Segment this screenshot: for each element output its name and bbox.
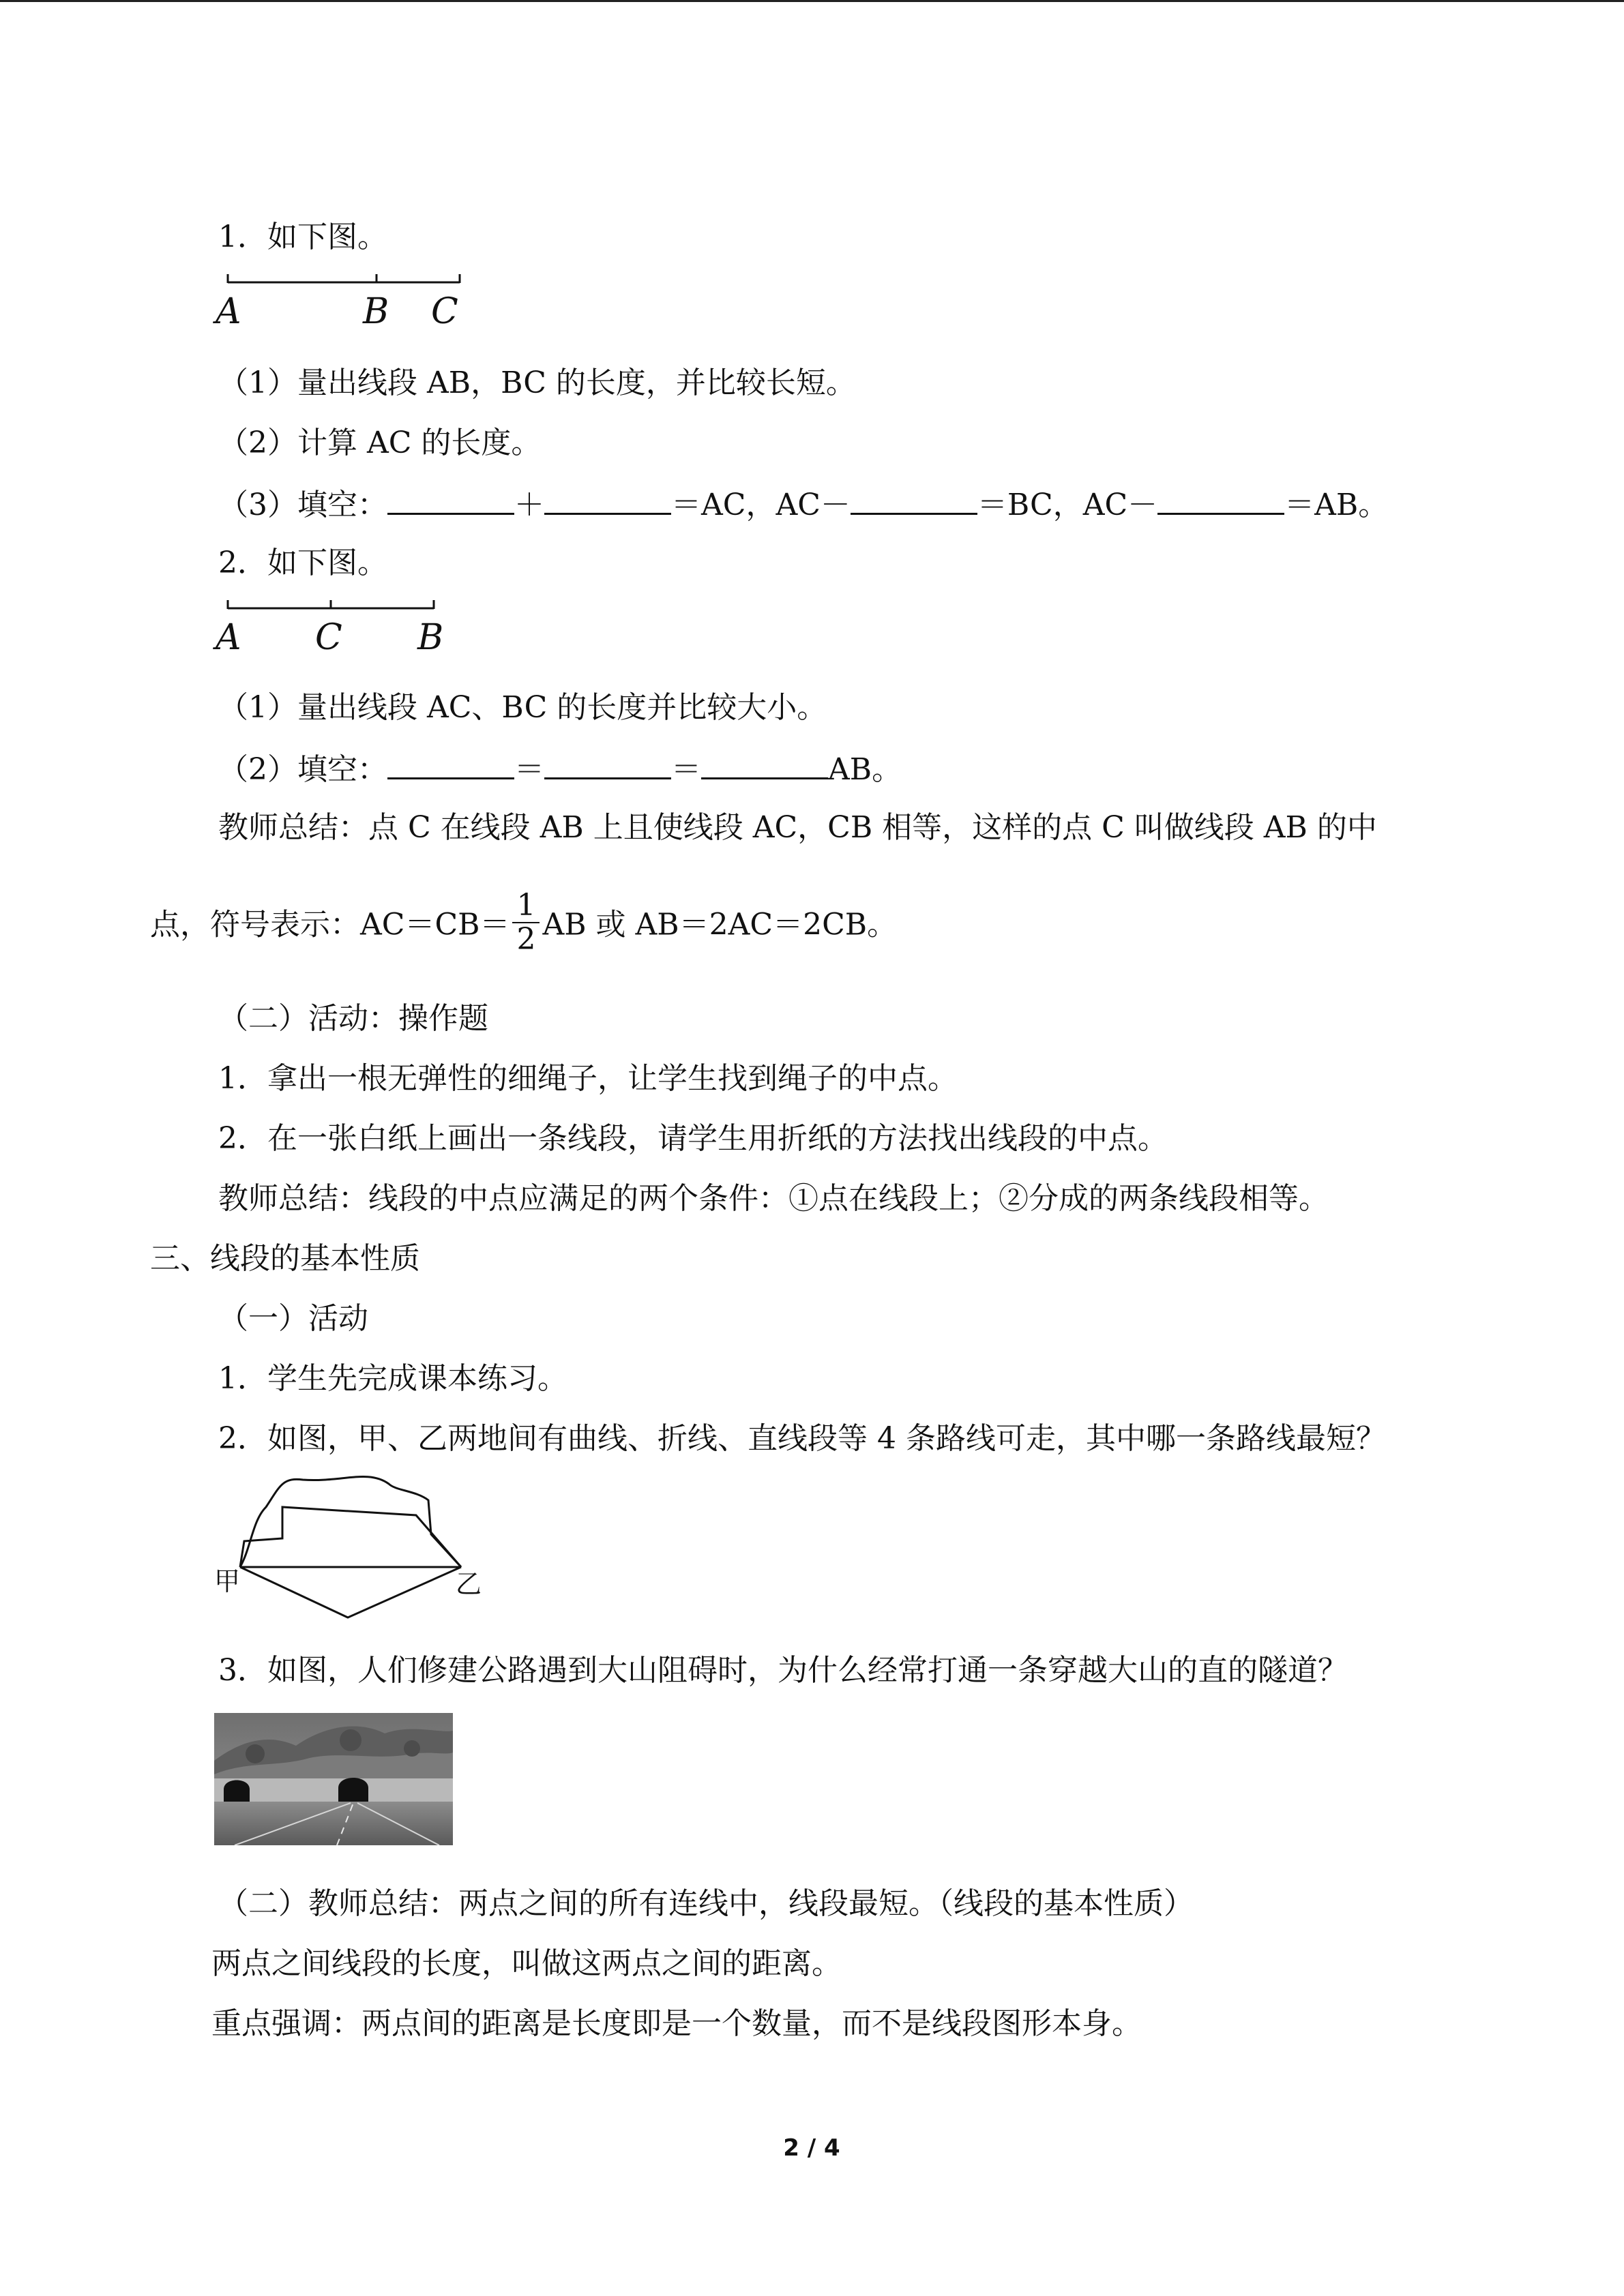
q2-sub2: （2）填空： ＝ ＝ AB。 [218, 747, 902, 790]
activity-heading: （二）活动：操作题 [218, 1001, 488, 1036]
top-border [0, 0, 1624, 2]
q2-sub1: （1）量出线段 AC、BC 的长度并比较大小。 [218, 690, 827, 725]
distance-definition: 两点之间线段的长度，叫做这两点之间的距离。 [211, 1946, 842, 1981]
tunnel-photo [214, 1713, 453, 1845]
place-label-yi: 乙 [456, 1569, 482, 1599]
q1-title: 1．如下图。 [218, 220, 387, 254]
segment-diagram-abc [211, 267, 471, 336]
section-sub-heading: （一）活动 [218, 1301, 368, 1336]
q1-sub3: （3）填空： ＋ ＝AC，AC－ ＝BC，AC－ ＝AB。 [218, 483, 1388, 526]
fill-blank[interactable] [701, 747, 828, 779]
route-diagram [211, 1466, 498, 1623]
fill-blank[interactable] [387, 747, 514, 779]
broken-line-route-lower [240, 1567, 461, 1617]
activity-item-2: 2．在一张白纸上画出一条线段，请学生用折纸的方法找出线段的中点。 [218, 1121, 1168, 1156]
teacher-summary-shortest: （二）教师总结：两点之间的所有连线中，线段最短。（线段的基本性质） [218, 1886, 1194, 1921]
section-item-1: 1．学生先完成课本练习。 [218, 1361, 567, 1396]
key-emphasis: 重点强调：两点间的距离是长度即是一个数量，而不是线段图形本身。 [211, 2006, 1142, 2041]
summary-midpoint-formula: 点，符号表示：AC＝CB＝ $\frac{1}{2}$ AB 或 AB＝2AC＝2CB。 [150, 888, 898, 957]
q1-sub2: （2）计算 AC 的长度。 [218, 426, 542, 460]
fill-blank[interactable] [851, 483, 977, 515]
point-label-b: B [417, 617, 444, 658]
q2-title: 2．如下图。 [218, 546, 387, 580]
fraction-one-half: $\frac{1}{2}$ [512, 889, 540, 956]
activity-summary: 教师总结：线段的中点应满足的两个条件：①点在线段上；②分成的两条线段相等。 [218, 1181, 1329, 1216]
fill-blank[interactable] [387, 483, 514, 515]
fill-blank[interactable] [544, 747, 671, 779]
point-label-c: C [315, 617, 342, 658]
section-heading: 三、线段的基本性质 [150, 1241, 420, 1276]
section-item-3: 3．如图，人们修建公路遇到大山阻碍时，为什么经常打通一条穿越大山的直的隧道？ [218, 1653, 1348, 1688]
curve-route [240, 1476, 461, 1567]
point-label-a: A [216, 291, 241, 332]
point-label-a: A [216, 617, 241, 658]
q1-sub1: （1）量出线段 AB，BC 的长度，并比较长短。 [218, 366, 856, 400]
segment-diagram-acb [211, 593, 457, 661]
broken-line-route-upper [240, 1507, 461, 1567]
fill-blank[interactable] [1157, 483, 1284, 515]
page-number: 2 / 4 [783, 2134, 840, 2162]
point-label-b: B [363, 291, 389, 332]
summary-midpoint: 教师总结：点 C 在线段 AB 上且使线段 AC，CB 相等，这样的点 C 叫做线段 AB 的中 [218, 810, 1377, 845]
section-item-2: 2．如图，甲、乙两地间有曲线、折线、直线段等 4 条路线可走，其中哪一条路线最短？ [218, 1421, 1386, 1456]
point-label-c: C [431, 291, 458, 332]
fill-blank[interactable] [544, 483, 671, 515]
place-label-jia: 甲 [214, 1566, 241, 1596]
activity-item-1: 1．拿出一根无弹性的细绳子，让学生找到绳子的中点。 [218, 1061, 958, 1096]
